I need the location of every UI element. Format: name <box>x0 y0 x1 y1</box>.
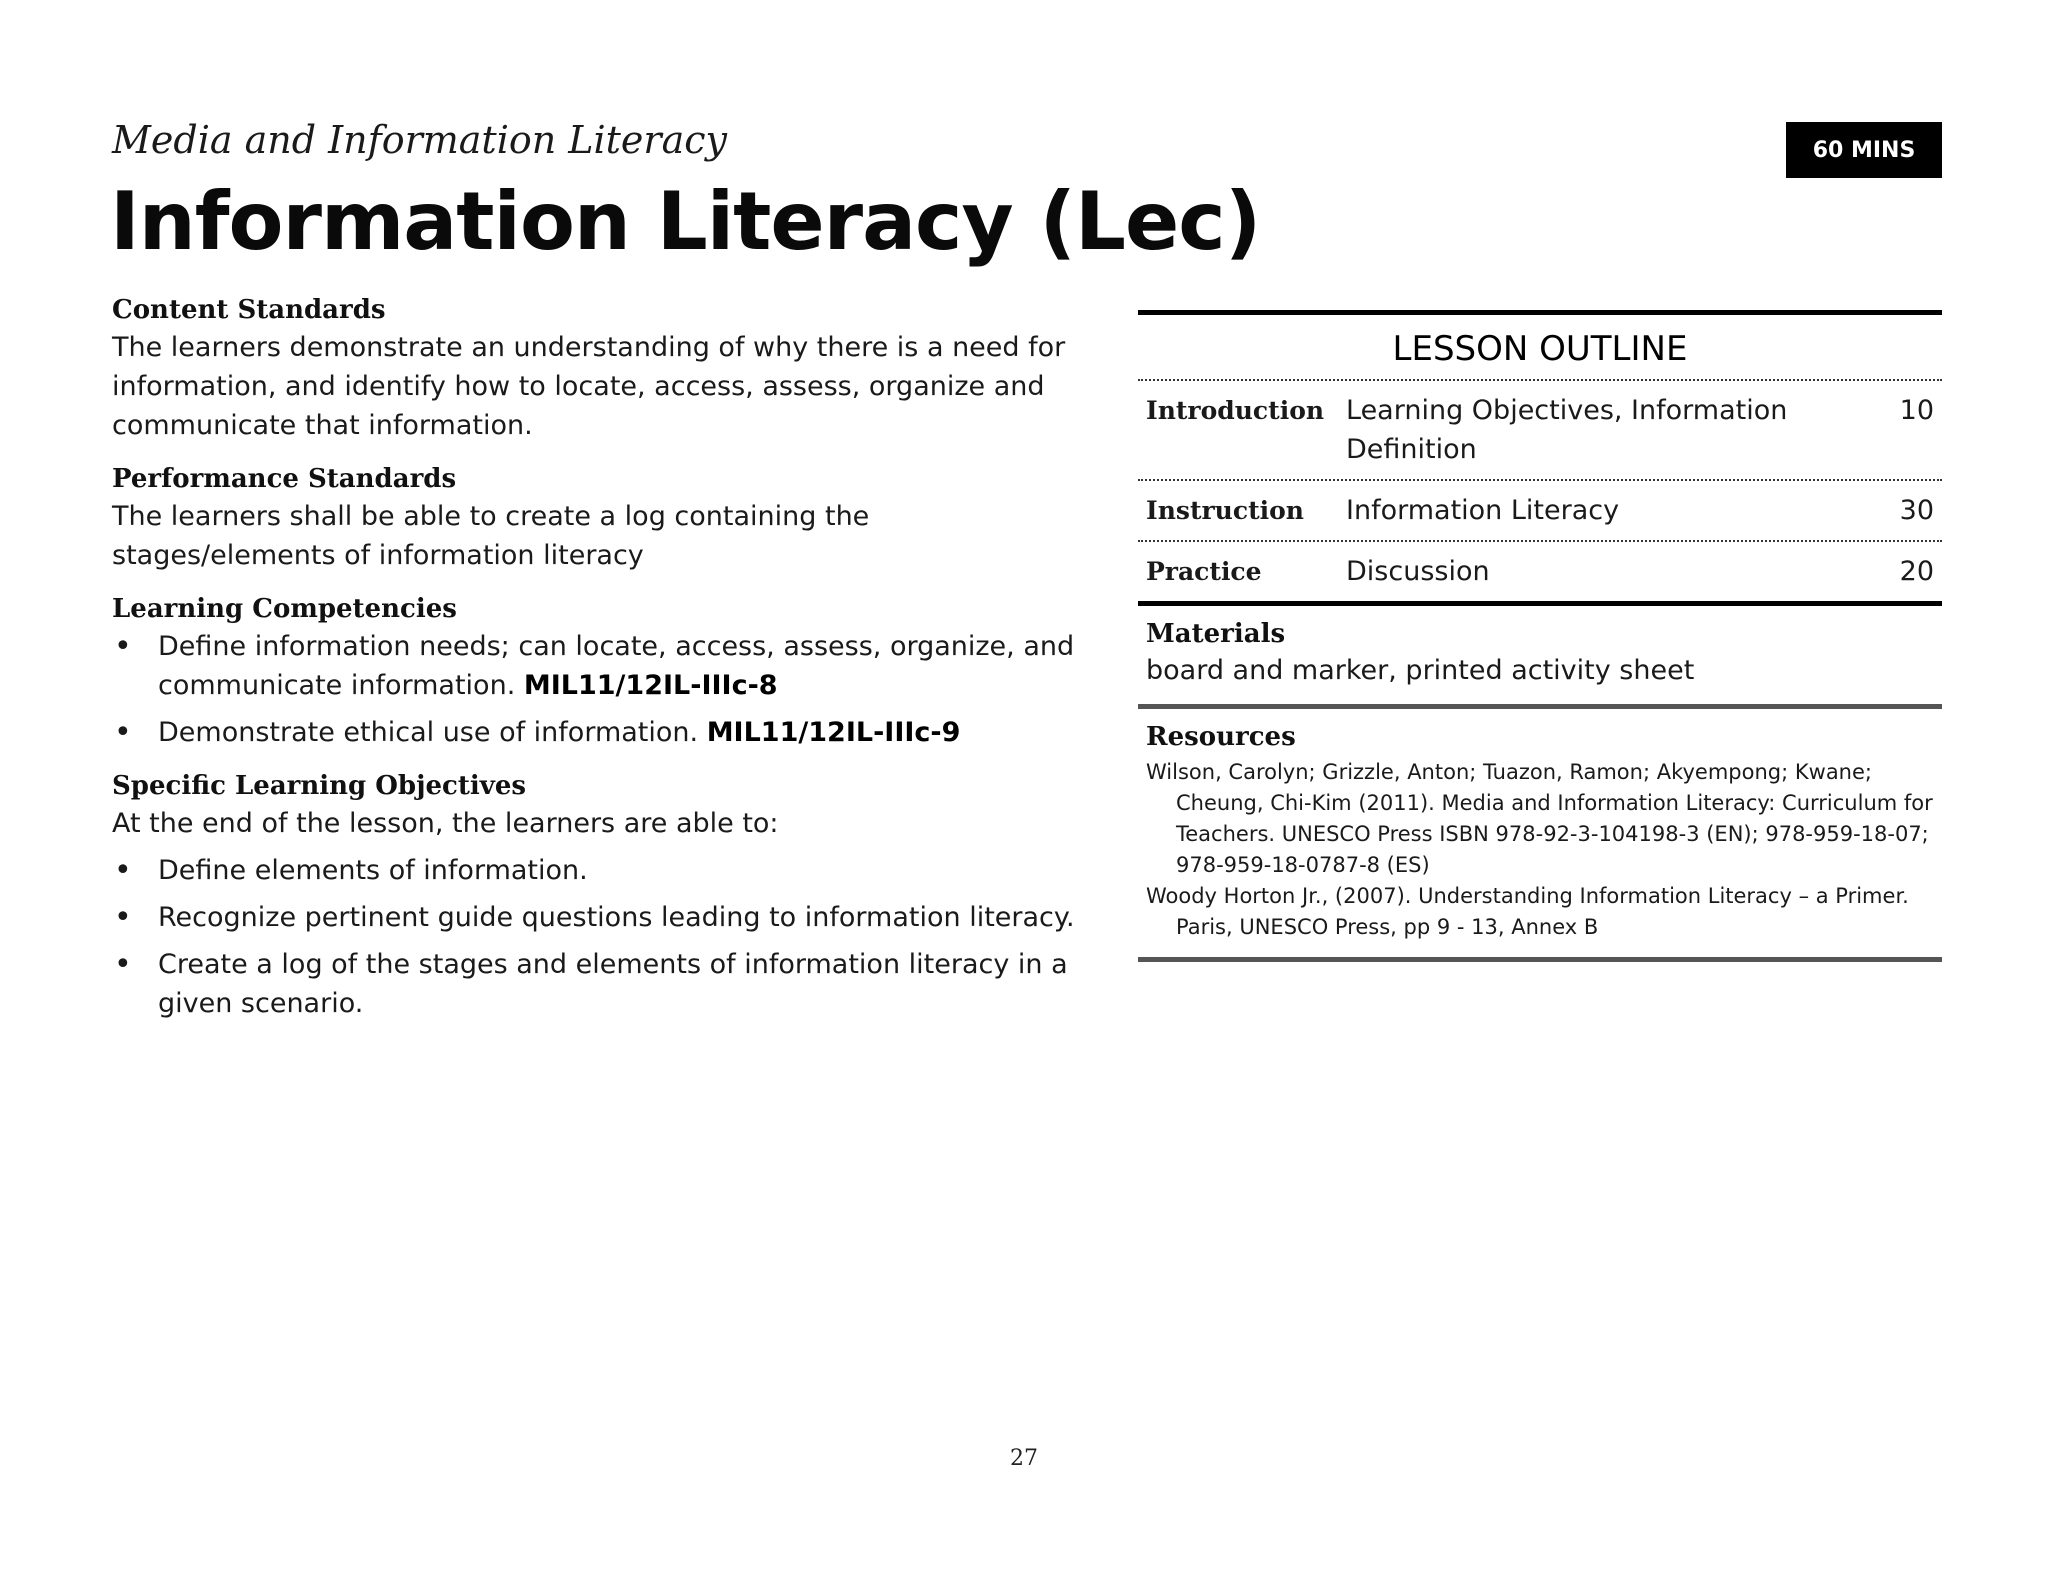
specific-objectives-intro: At the end of the lesson, the learners are able to: <box>112 808 779 839</box>
learning-competencies-section <box>112 591 1097 752</box>
competency-item <box>112 713 1097 752</box>
outline-minutes: 10 <box>1899 395 1934 426</box>
outline-label: Practice <box>1146 557 1262 586</box>
outline-row-introduction <box>1138 381 1942 479</box>
specific-objectives-heading: Specific Learning Objectives <box>112 771 527 801</box>
outline-minutes: 20 <box>1899 556 1934 587</box>
objective-item: • Recognize pertinent guide questions leading to information literacy. <box>112 898 1097 937</box>
resource-item: Wilson, Carolyn; Grizzle, Anton; Tuazon, Ramon; Akyempong; Kwane; Cheung, Chi-Kim (2011). Media and Information Literacy: Curriculum for Teachers. UNESCO Press ISBN 978-92-3-104198-3 (EN); 978-959-18-07; 978-959-18-0787-8 (ES) <box>1146 760 1933 877</box>
content-standards-text: The learners demonstrate an understanding of why there is a need for information, and identify how to locate, access, assess, organize and communicate that information. <box>112 332 1066 441</box>
resources-list <box>1146 757 1934 943</box>
competency-item <box>112 627 1097 705</box>
learning-competencies-heading: Learning Competencies <box>112 594 457 624</box>
materials-section <box>1138 606 1942 704</box>
outline-row-practice <box>1138 542 1942 601</box>
content-standards-section <box>112 292 1097 445</box>
lesson-title: Information Literacy (Lec) <box>110 175 1261 268</box>
outline-label: Introduction <box>1146 396 1325 425</box>
lesson-outline-heading: LESSON OUTLINE <box>1392 329 1688 369</box>
performance-standards-heading: Performance Standards <box>112 464 457 494</box>
page-number: 27 <box>1010 1446 1038 1471</box>
specific-objectives-section <box>112 768 1097 1023</box>
resources-rule <box>1138 957 1942 962</box>
performance-standards-text: The learners shall be able to create a log containing the stages/elements of information literacy <box>112 501 870 571</box>
competency-code: MIL11/12IL-IIIc-8 <box>523 670 778 701</box>
lesson-outline-panel <box>1138 310 1942 962</box>
objective-item: • Define elements of information. <box>112 851 1097 890</box>
resources-section <box>1138 709 1942 957</box>
outline-topic: Learning Objectives, Information Definition <box>1346 395 1788 465</box>
performance-standards-section <box>112 461 1097 575</box>
outline-topic: Discussion <box>1346 556 1490 587</box>
outline-label: Instruction <box>1146 496 1304 525</box>
competency-text: Define information needs; can locate, access, assess, organize, and communicate information. <box>158 631 1075 701</box>
outline-minutes: 30 <box>1899 495 1934 526</box>
outline-topic: Information Literacy <box>1346 495 1620 526</box>
competencies-list <box>112 627 1097 752</box>
competency-text: Demonstrate ethical use of information. <box>158 717 707 748</box>
duration-badge: 60 MINS <box>1786 122 1942 178</box>
outline-row-instruction <box>1138 481 1942 540</box>
competency-code: MIL11/12IL-IIIc-9 <box>706 717 961 748</box>
content-standards-heading: Content Standards <box>112 295 386 325</box>
materials-heading: Materials <box>1146 619 1286 649</box>
resources-heading: Resources <box>1146 722 1296 752</box>
resource-item: Woody Horton Jr., (2007). Understanding Information Literacy – a Primer. Paris, UNESCO Press, pp 9 - 13, Annex B <box>1146 884 1909 939</box>
subject-title: Media and Information Literacy <box>112 118 727 162</box>
objective-item: • Create a log of the stages and elements of information literacy in a given scenario. <box>112 945 1097 1023</box>
materials-text: board and marker, printed activity sheet <box>1146 655 1695 686</box>
objectives-list <box>112 851 1097 1023</box>
standards-column <box>112 292 1097 1039</box>
